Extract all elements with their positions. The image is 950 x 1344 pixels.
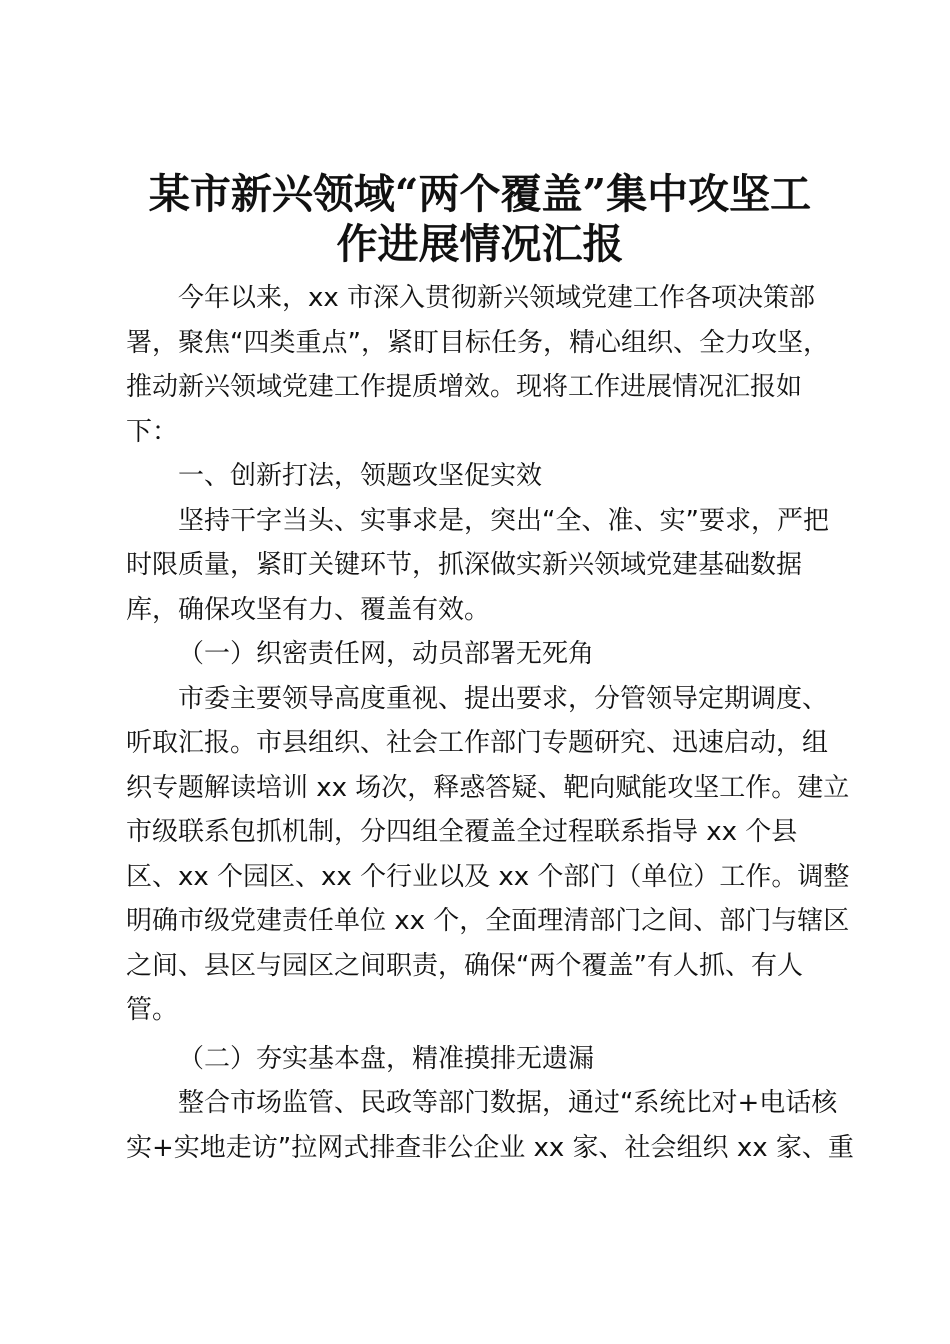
subsection-heading-1 [126, 632, 840, 677]
section-heading-1 [126, 454, 840, 499]
paragraph-line: 区、xx 个园区、xx 个行业以及 xx 个部门（单位）工作。调整 [126, 861, 850, 892]
paragraph-subsection-2 [126, 1081, 854, 1170]
paragraph-line: 管。 [126, 995, 179, 1025]
paragraph-line: 时限质量，紧盯关键环节，抓深做实新兴领域党建基础数据 [126, 550, 803, 580]
paragraph-intro [126, 276, 840, 454]
paragraph-line: 市级联系包抓机制，分四组全覆盖全过程联系指导 xx 个县 [126, 817, 798, 847]
document-title-line-2: 作进展情况汇报 [336, 220, 624, 268]
paragraph-line: 库，确保攻坚有力、覆盖有效。 [126, 594, 491, 625]
document-body [126, 276, 854, 1170]
heading-line: （二）夯实基本盘，精准摸排无遗漏 [178, 1043, 595, 1074]
heading-line: 一、创新打法，领题攻坚促实效 [178, 461, 543, 491]
heading-line: （一）织密责任网，动员部署无死角 [178, 639, 595, 669]
paragraph-line: 之间、县区与园区之间职责，确保“两个覆盖”有人抓、有人 [126, 950, 803, 981]
paragraph-subsection-1 [126, 677, 850, 1033]
paragraph-section-1 [126, 499, 840, 633]
paragraph-line: 整合市场监管、民政等部门数据，通过“系统比对+电话核 [178, 1088, 838, 1118]
subsection-heading-2 [126, 1037, 840, 1082]
paragraph-line: 推动新兴领域党建工作提质增效。现将工作进展情况汇报如 [126, 372, 803, 402]
paragraph-line: 下： [126, 416, 179, 447]
paragraph-line: 织专题解读培训 xx 场次，释惑答疑、靶向赋能攻坚工作。建立 [126, 772, 850, 803]
document-title-line-1: 某市新兴领域“两个覆盖”集中攻坚工 [148, 170, 812, 218]
paragraph-line: 坚持干字当头、实事求是，突出“全、准、实”要求，严把 [178, 505, 829, 536]
paragraph-line: 署，聚焦“四类重点”，紧盯目标任务，精心组织、全力攻坚， [126, 327, 829, 358]
paragraph-line: 明确市级党建责任单位 xx 个，全面理清部门之间、部门与辖区 [126, 906, 850, 936]
paragraph-line: 今年以来，xx 市深入贯彻新兴领域党建工作各项决策部 [178, 283, 816, 313]
paragraph-line: 市委主要领导高度重视、提出要求，分管领导定期调度、 [178, 683, 829, 714]
paragraph-line: 实+实地走访”拉网式排查非公企业 xx 家、社会组织 xx 家、重 [126, 1132, 854, 1163]
paragraph-line: 听取汇报。市县组织、社会工作部门专题研究、迅速启动，组 [126, 728, 829, 758]
